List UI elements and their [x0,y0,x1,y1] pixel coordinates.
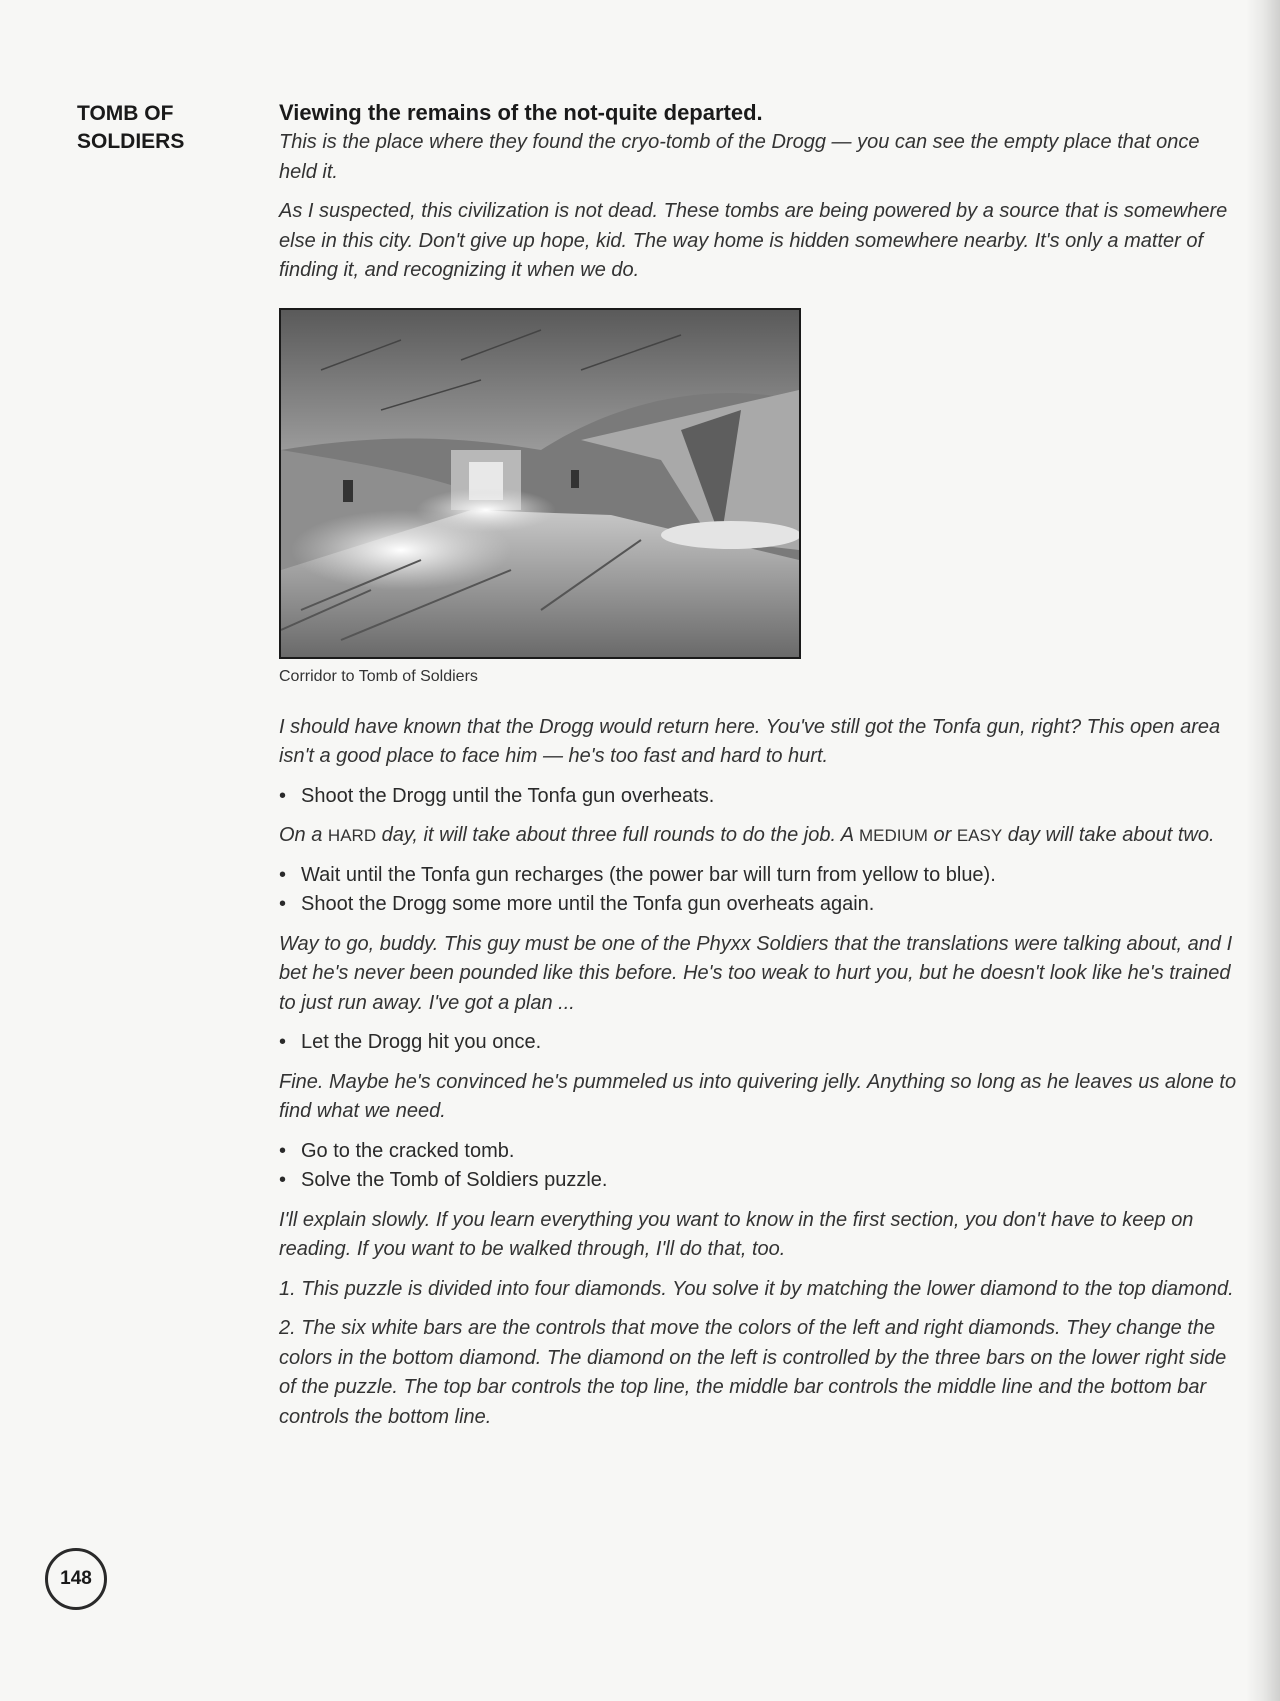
bullet-list-2 [279,861,1239,920]
bullet-glyph: • [279,893,287,915]
list-item [279,1166,1239,1196]
p4-text-b: day, it will take about three full rounds to do the job. A [376,824,859,846]
bullet-list-1 [279,782,1239,812]
list-item [279,1137,1239,1167]
page-number: 148 [60,1568,92,1589]
corridor-screenshot [279,308,801,659]
list-item [279,890,1239,920]
list-item [279,782,1239,812]
paragraph-8: 1. This puzzle is divided into four diamonds. You solve it by matching the lower diamond to the top diamond. [279,1277,1234,1300]
bullet-glyph: • [279,1031,287,1053]
paragraph-intro-1: This is the place where they found the cryo-tomb of the Drogg — you can see the empty place that once held it. [279,131,1200,183]
paragraph-intro-2: As I suspected, this civilization is not dead. These tombs are being powered by a source that is somewhere else in this city. Don't give up hope, kid. The way home is hidden somewhere nearby. It's only a matter of finding it, and recognizing it when we do. [279,200,1228,281]
main-content [279,98,1239,1442]
list-item-text: Shoot the Drogg some more until the Tonfa gun overheats again. [301,893,875,915]
bullet-list-3 [279,1028,1239,1058]
paragraph-4 [279,821,1239,851]
bullet-glyph: • [279,863,287,886]
list-item-text: Wait until the Tonfa gun recharges (the power bar will turn from yellow to blue). [301,863,996,886]
section-heading [77,100,207,156]
difficulty-hard: HARD [327,826,377,845]
list-item-text: Go to the cracked tomb. [301,1139,515,1162]
paragraph-5: Way to go, buddy. This guy must be one of the Phyxx Soldiers that the translations were talking about, and I bet he's never been pounded like this before. He's too weak to hurt you, but he doesn't look like he's trained to just run away. I've got a plan ... [279,932,1233,1014]
p4-text-a: On a [279,824,328,846]
paragraph-9: 2. The six white bars are the controls that move the colors of the left and right diamonds. They change the colors in the bottom diamond. The diamond on the left is controlled by the three bars on the lower right side of the puzzle. The top bar controls the top line, the middle bar controls the middle line and the bottom bar controls the bottom line. [279,1317,1227,1428]
list-item-text: Solve the Tomb of Soldiers puzzle. [301,1169,608,1191]
section-heading-line1: TOMB OF [77,102,174,125]
paragraph-7: I'll explain slowly. If you learn everything you want to know in the first section, you don't have to keep on reading. If you want to be walked through, I'll do that, too. [279,1208,1194,1260]
corridor-illustration [281,310,799,657]
list-item-text: Let the Drogg hit you once. [301,1031,542,1053]
lead-sentence: Viewing the remains of the not-quite departed. [279,100,763,125]
figure-caption: Corridor to Tomb of Soldiers [279,667,478,685]
bullet-list-4 [279,1137,1239,1196]
p4-text-d: day will take about two. [1002,824,1215,846]
bullet-glyph: • [279,784,287,807]
bullet-glyph: • [279,1139,287,1162]
page-number-badge [45,1548,107,1610]
difficulty-easy: EASY [956,826,1003,845]
page-edge-shadow [1246,0,1280,1701]
paragraph-3: I should have known that the Drogg would return here. You've still got the Tonfa gun, right? This open area isn't a good place to face him — he's too fast and hard to hurt. [279,715,1221,767]
list-item [279,1028,1239,1058]
difficulty-medium: MEDIUM [858,826,928,845]
list-item [279,861,1239,891]
section-heading-line2: SOLDIERS [77,130,185,153]
p4-text-c: or [927,824,957,846]
paragraph-6: Fine. Maybe he's convinced he's pummeled us into quivering jelly. Anything so long as he leaves us alone to find what we need. [279,1070,1237,1122]
list-item-text: Shoot the Drogg until the Tonfa gun overheats. [301,784,715,807]
bullet-glyph: • [279,1169,287,1191]
